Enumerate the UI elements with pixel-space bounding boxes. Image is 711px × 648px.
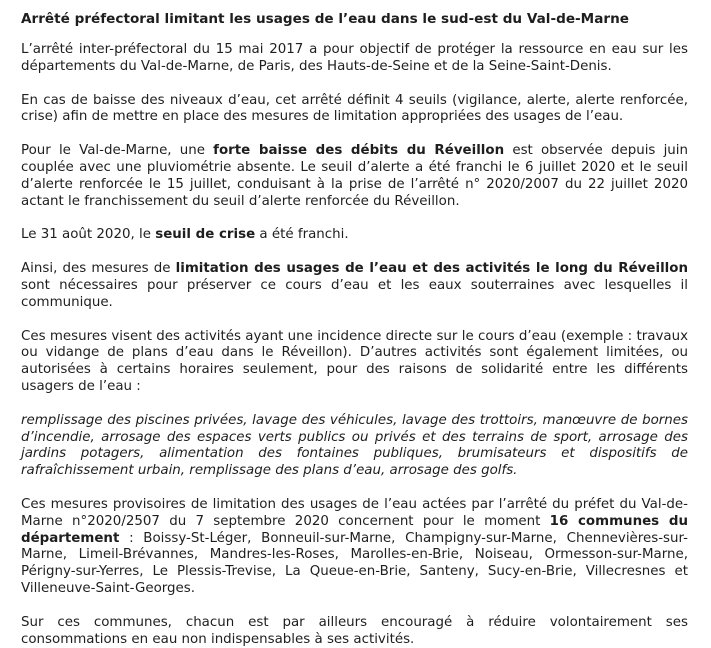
paragraph-seuil-crise bbox=[21, 227, 688, 244]
bold-text: limitation des usages de l’eau et des activités le long du Réveillon bbox=[175, 261, 688, 277]
text-segment: Ces mesures provisoires de limitation des usages de l’eau actées par l’arrêté du préfet du Val-de-Marne n°2020/2507 du 7 septembre 2020 concernent pour le moment bbox=[21, 496, 688, 529]
bold-text: 16 communes du département bbox=[21, 513, 688, 546]
paragraph-baisse-debits bbox=[21, 143, 688, 210]
paragraph-liste-usages: remplissage des piscines privées, lavage des véhicules, lavage des trottoirs, manœuvre de bornes d’incendie, arrosage des espaces verts publics ou privés et des terrains de sport, arrosage des jardins potagers, alimentation des fontaines publiques, brumisateurs et dispositifs de rafraîchissement urbain, remplissage des plans d’eau, arrosage des golfs. bbox=[21, 412, 688, 479]
text-segment: Ainsi, des mesures de bbox=[21, 261, 176, 277]
text-segment: Pour le Val-de-Marne, une bbox=[21, 143, 214, 159]
text-segment: a été franchi. bbox=[255, 227, 349, 243]
text-segment: : Boissy-St-Léger, Bonneuil-sur-Marne, Champigny-sur-Marne, Chennevières-sur-Marne, Limeil-Brévannes, Mandres-les-Roses, Marolles-en-Brie, Noiseau, Ormesson-sur-Marne, Périgny-sur-Yerres, Le Plessis-Trevise, La Queue-en-Brie, Santeny, Sucy-en-Brie, Villecresnes et Villeneuve-Saint-Georges. bbox=[21, 530, 688, 596]
paragraph-mesures-limitation bbox=[21, 261, 688, 311]
text-segment: est observée depuis juin couplée avec une pluviométrie absente. Le seuil d’alerte a été franchi le 6 juillet 2020 et le seuil d’alerte renforcée le 15 juillet, conduisant à la prise de l’arrêté n° 2020/2007 du 22 juillet 2020 actant le franchissement du seuil d’alerte renforcée du Réveillon. bbox=[21, 143, 688, 209]
bold-text: seuil de crise bbox=[155, 227, 256, 243]
paragraph-communes bbox=[21, 497, 688, 598]
article-title: Arrêté préfectoral limitant les usages de l’eau dans le sud-est du Val-de-Marne bbox=[21, 11, 629, 27]
text-segment: sont nécessaires pour préserver ce cours d’eau et les eaux souterraines avec lesquelles il communique. bbox=[21, 277, 688, 310]
paragraph-encouragement: Sur ces communes, chacun est par ailleurs encouragé à réduire volontairement ses consommations en eau non indispensables à ses activités. bbox=[21, 614, 688, 647]
paragraph-activites: Ces mesures visent des activités ayant une incidence directe sur le cours d’eau (exemple : travaux ou vidange de plans d’eau dans le Réveillon). D’autres activités sont également limitées, ou autorisées à certains horaires seulement, pour des raisons de solidarité entre les différents usagers de l’eau : bbox=[21, 328, 688, 394]
text-segment: Le 31 août 2020, le bbox=[21, 227, 156, 243]
bold-text: forte baisse des débits du Réveillon bbox=[213, 143, 505, 159]
paragraph-arrete-2017: L’arrêté inter-préfectoral du 15 mai 2017 a pour objectif de protéger la ressource en eau sur les départements du Val-de-Marne, de Paris, des Hauts-de-Seine et de la Seine-Saint-Denis. bbox=[21, 42, 688, 74]
paragraph-seuils: En cas de baisse des niveaux d’eau, cet arrêté définit 4 seuils (vigilance, alerte, alerte renforcée, crise) afin de mettre en place des mesures de limitation appropriées des usages de l’eau. bbox=[21, 92, 688, 125]
